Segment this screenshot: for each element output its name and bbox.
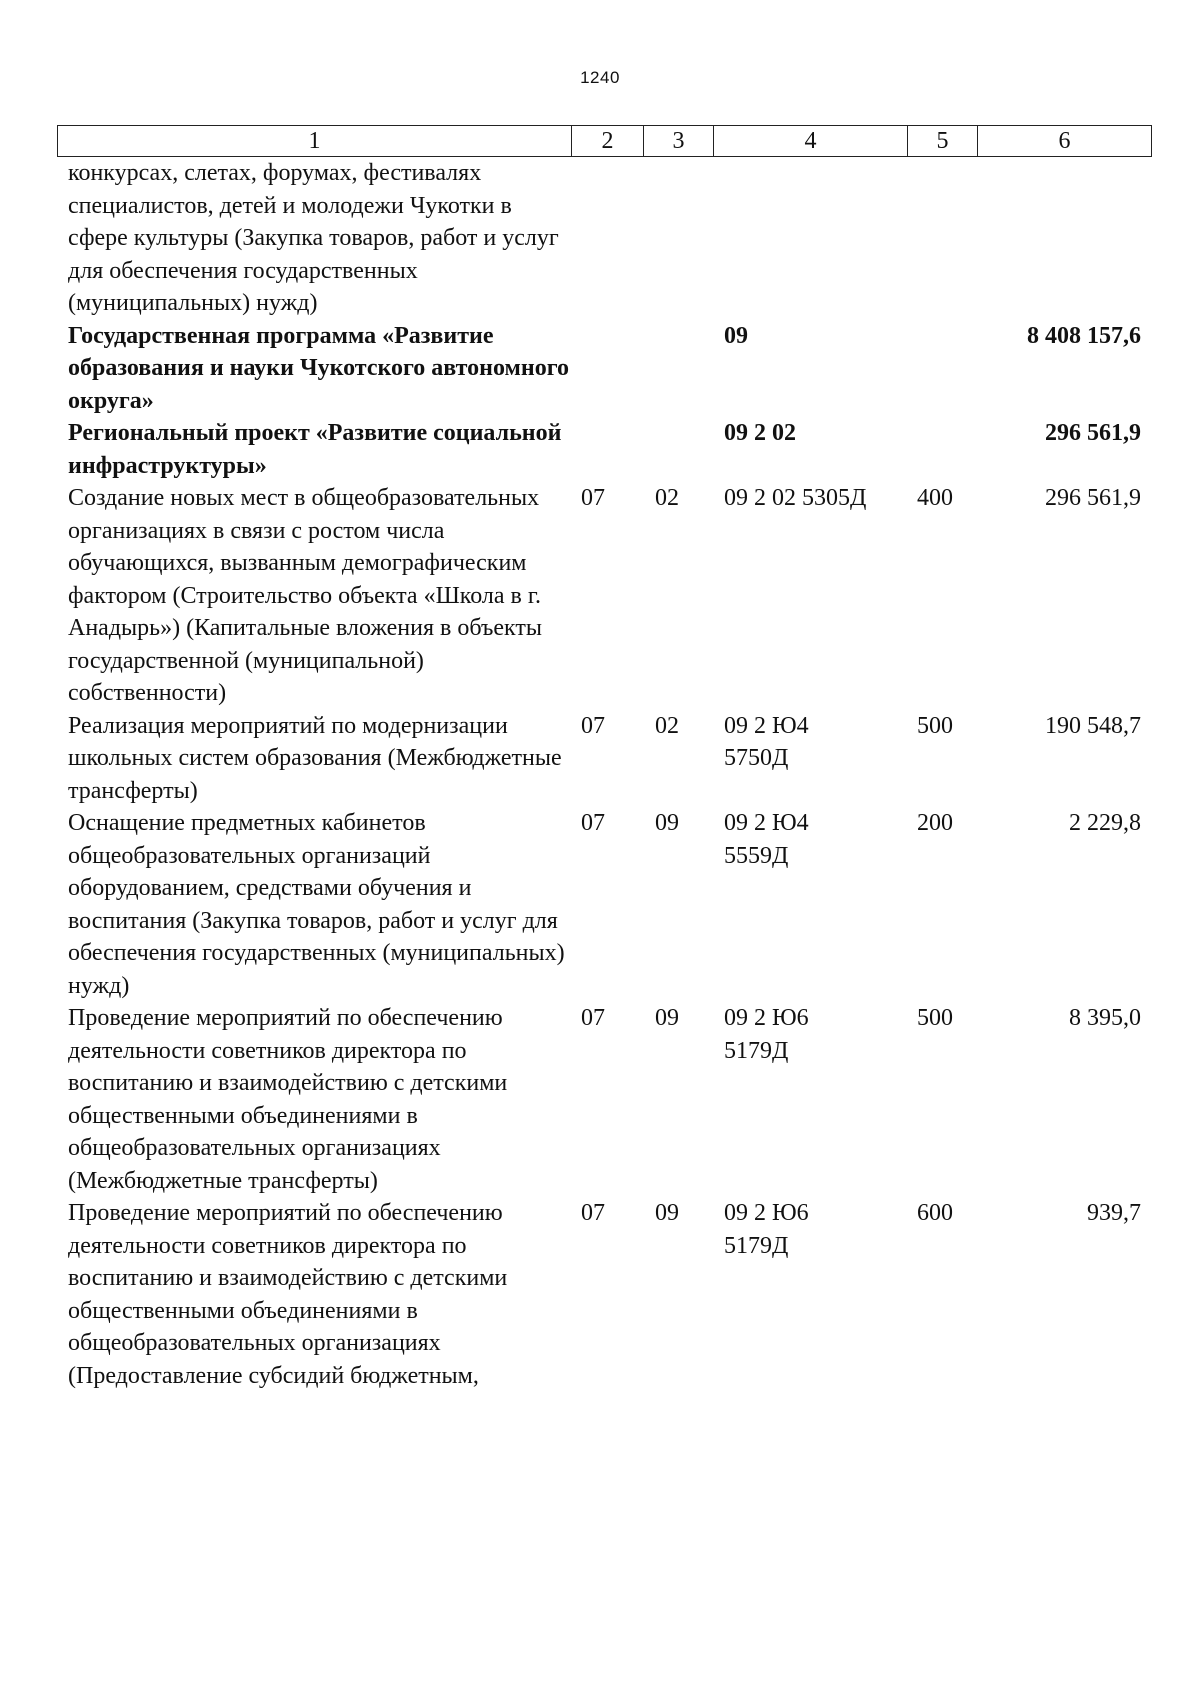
row-section <box>571 157 643 320</box>
table-row <box>57 710 1151 808</box>
row-amount: 8 408 157,6 <box>1027 322 1141 349</box>
table-row <box>57 157 1151 320</box>
row-name: Проведение мероприятий по обеспечению деятельности советников директора по воспитанию и взаимодействию с детскими общественными объединениями в общеобразовательных организациях (Межбюджетные трансферты) <box>68 1005 508 1194</box>
page-number: 1240 <box>580 68 620 87</box>
row-subsection: 09 <box>655 810 679 836</box>
row-section <box>571 320 643 418</box>
row-amount: 8 395,0 <box>1069 1005 1141 1031</box>
row-target-code: 09 2 02 5305Д <box>724 485 867 511</box>
row-expense-type: 600 <box>917 1200 953 1226</box>
row-expense-type: 500 <box>917 712 953 739</box>
row-amount: 939,7 <box>1087 1200 1141 1226</box>
column-header-row <box>58 126 1152 157</box>
row-subsection <box>643 320 713 418</box>
column-header-5: 5 <box>908 126 978 157</box>
row-name: Реализация мероприятий по модернизации школьных систем образования (Межбюджетные трансферты) <box>68 712 562 804</box>
row-subsection: 09 <box>655 1005 679 1031</box>
table-row <box>57 417 1151 482</box>
row-name: Оснащение предметных кабинетов общеобразовательных организаций оборудованием, средствами обучения и воспитания (Закупка товаров, работ и услуг для обеспечения государственных (муниципальных) нужд) <box>68 810 565 999</box>
row-name: Государственная программа «Развитие образования и науки Чукотского автономного округа» <box>68 322 569 414</box>
row-section: 07 <box>581 712 605 739</box>
row-target-code <box>713 157 907 320</box>
table-row <box>57 320 1151 418</box>
row-target-code: 09 2 Ю6 5179Д <box>724 1005 809 1064</box>
row-target-code: 09 2 Ю4 5559Д <box>724 810 809 869</box>
row-name: конкурсах, слетах, форумах, фестивалях специалистов, детей и молодежи Чукотки в сфере культуры (Закупка товаров, работ и услуг для обеспечения государственных (муниципальных) нужд) <box>68 160 559 316</box>
row-section: 07 <box>581 1005 605 1031</box>
row-expense-type <box>907 157 977 320</box>
row-name: Региональный проект «Развитие социальной инфраструктуры» <box>68 420 562 479</box>
row-subsection: 09 <box>655 1200 679 1226</box>
row-section: 07 <box>581 1200 605 1226</box>
row-expense-type: 400 <box>917 485 953 511</box>
row-section <box>571 417 643 482</box>
row-subsection <box>643 157 713 320</box>
row-amount: 296 561,9 <box>1045 485 1141 511</box>
column-header-table <box>57 125 1152 157</box>
row-target-code: 09 <box>724 322 748 349</box>
row-target-code: 09 2 02 <box>724 420 796 446</box>
row-expense-type: 500 <box>917 1005 953 1031</box>
row-name: Создание новых мест в общеобразовательных организациях в связи с ростом числа обучающихся, вызванным демографическим фактором (Строительство объекта «Школа в г. Анадырь») (Капитальные вложения в объекты государственной (муниципальной) собственности) <box>68 485 542 706</box>
table-row <box>57 1002 1151 1197</box>
row-amount: 296 561,9 <box>1045 420 1141 446</box>
table-row <box>57 1197 1151 1392</box>
row-section: 07 <box>581 485 605 511</box>
row-subsection <box>643 417 713 482</box>
row-expense-type <box>907 417 977 482</box>
row-name: Проведение мероприятий по обеспечению деятельности советников директора по воспитанию и взаимодействию с детскими общественными объединениями в общеобразовательных организациях (Предоставление субсидий бюджетным, <box>68 1200 508 1389</box>
column-header-2: 2 <box>572 126 644 157</box>
column-header-4: 4 <box>714 126 908 157</box>
column-header-1: 1 <box>58 126 572 157</box>
row-expense-type: 200 <box>917 810 953 836</box>
row-target-code: 09 2 Ю6 5179Д <box>724 1200 809 1259</box>
row-target-code: 09 2 Ю4 5750Д <box>724 712 809 771</box>
table-row <box>57 482 1151 710</box>
row-amount <box>977 157 1151 320</box>
column-header-3: 3 <box>644 126 714 157</box>
table-row <box>57 807 1151 1002</box>
row-amount: 2 229,8 <box>1069 810 1141 836</box>
column-header-6: 6 <box>978 126 1152 157</box>
table-body <box>57 157 1151 1392</box>
row-subsection: 02 <box>655 712 679 739</box>
row-amount: 190 548,7 <box>1045 712 1141 739</box>
row-subsection: 02 <box>655 485 679 511</box>
row-section: 07 <box>581 810 605 836</box>
row-expense-type <box>907 320 977 418</box>
